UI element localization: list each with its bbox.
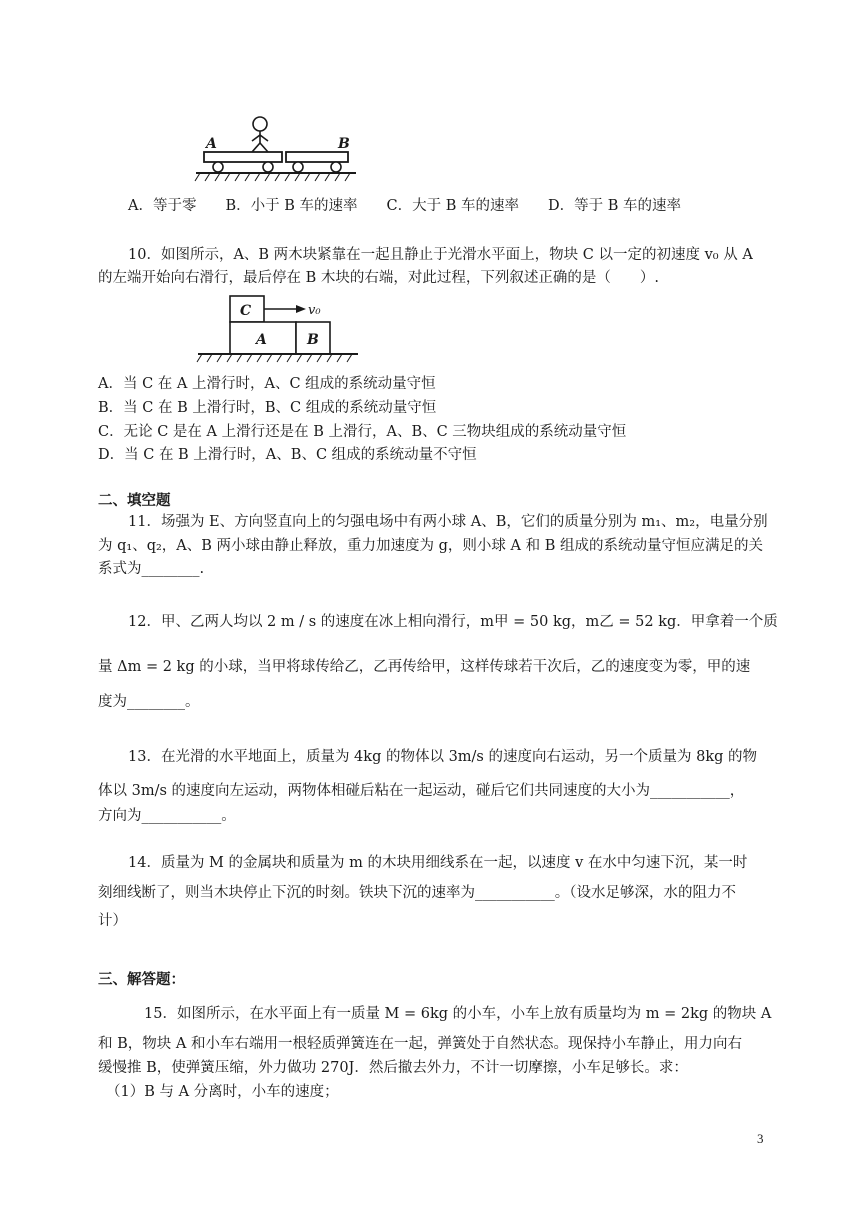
q14-line2: 刻细线断了，则当木块停止下沉的时刻。铁块下沉的速率为___________。（设水足够深，水的阻力不 <box>98 885 736 901</box>
q10-stem-line1: 10．如图所示，A、B 两木块紧靠在一起且静止于光滑水平面上，物块 C 以一定的初速度 v₀ 从 A <box>128 247 753 263</box>
q12-line1: 12．甲、乙两人均以 2 m / s 的速度在冰上相向滑行，m甲 = 50 kg，m乙 = 52 kg．甲拿着一个质 <box>128 614 778 630</box>
person-figure <box>252 117 268 152</box>
q10-option-d: D．当 C 在 B 上滑行时，A、B、C 组成的系统动量不守恒 <box>98 447 477 463</box>
block-c-label: C <box>240 303 252 319</box>
q11-line3: 系式为________. <box>98 561 205 577</box>
q12-line2: 量 Δm = 2 kg 的小球，当甲将球传给乙，乙再传给甲，这样传球若干次后，乙的速度变为零，甲的速 <box>98 659 751 675</box>
q13-line3: 方向为___________。 <box>98 808 236 824</box>
cart-b <box>286 136 350 172</box>
ground <box>195 173 356 181</box>
block-a-label: A <box>256 332 267 348</box>
q15-line4: （1）B 与 A 分离时，小车的速度； <box>106 1084 339 1100</box>
q11-line2: 为 q₁、q₂，A、B 两小球由静止释放，重力加速度为 g，则小球 A 和 B 组成的系统动量守恒应满足的关 <box>98 538 763 554</box>
q10-option-c: C．无论 C 是在 A 上滑行还是在 B 上滑行，A、B、C 三物块组成的系统动量守恒 <box>98 424 627 440</box>
arrow-head-icon <box>296 305 306 313</box>
cart-a <box>204 136 282 172</box>
q10-option-b: B．当 C 在 B 上滑行时，B、C 组成的系统动量守恒 <box>98 400 437 416</box>
page-number: 3 <box>757 1131 764 1146</box>
q10-option-a: A．当 C 在 A 上滑行时，A、C 组成的系统动量守恒 <box>98 376 436 392</box>
ground <box>197 354 358 362</box>
q15-line1: 15．如图所示，在水平面上有一质量 M = 6kg 的小车，小车上放有质量均为 m = 2kg 的物块 A <box>144 1006 772 1022</box>
carts-figure <box>190 108 370 188</box>
q14-line1: 14．质量为 M 的金属块和质量为 m 的木块用细线系在一起，以速度 v 在水中匀速下沉，某一时 <box>128 855 748 871</box>
section-fill-in-title: 二、填空题 <box>98 493 171 509</box>
q9-options: A．等于零 B．小于 B 车的速率 C．大于 B 车的速率 D．等于 B 车的速率 <box>128 198 681 214</box>
q11-line1: 11．场强为 E、方向竖直向上的匀强电场中有两小球 A、B，它们的质量分别为 m₁、m₂，电量分别 <box>128 514 768 530</box>
q15-line2: 和 B，物块 A 和小车右端用一根轻质弹簧连在一起，弹簧处于自然状态。现保持小车静止，用力向右 <box>98 1036 742 1052</box>
blocks-figure <box>194 292 364 364</box>
q12-line3: 度为________。 <box>98 694 200 710</box>
cart-b-label: B <box>338 136 350 152</box>
section-answer-title: 三、解答题： <box>98 972 185 988</box>
q15-line3: 缓慢推 B，使弹簧压缩，外力做功 270J．然后撤去外力，不计一切摩擦，小车足够长。求： <box>98 1060 688 1076</box>
v0-label: v₀ <box>308 303 321 318</box>
q13-line1: 13．在光滑的水平地面上，质量为 4kg 的物体以 3m/s 的速度向右运动，另一个质量为 8kg 的物 <box>128 749 757 765</box>
q10-stem-line2: 的左端开始向右滑行，最后停在 B 木块的右端，对此过程，下列叙述正确的是（ ）. <box>98 270 659 286</box>
block-b-label: B <box>307 332 319 348</box>
q13-line2: 体以 3m/s 的速度向左运动，两物体相碰后粘在一起运动，碰后它们共同速度的大小为___________， <box>98 783 745 799</box>
cart-a-label: A <box>206 136 217 152</box>
q14-line3: 计） <box>98 913 127 929</box>
